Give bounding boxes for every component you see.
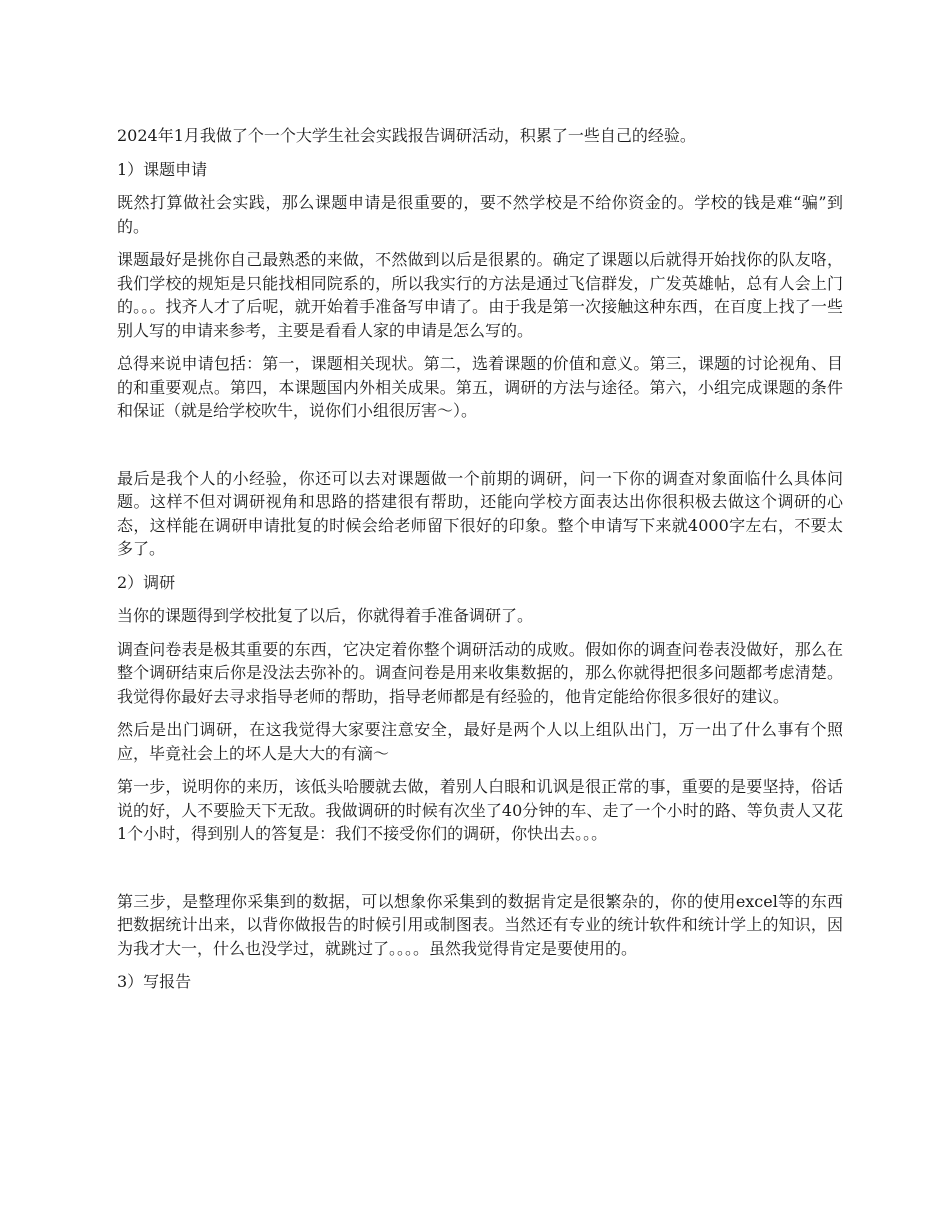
paragraph: 总得来说申请包括：第一，课题相关现状。第二，选着课题的价值和意义。第三，课题的讨论视角、目的和重要观点。第四，本课题国内外相关成果。第五，调研的方法与途径。第六，小组完成课题的条件和保证（就是给学校吹牛，说你们小组很厉害～）。 bbox=[117, 354, 843, 420]
paragraph: 第三步，是整理你采集到的数据，可以想象你采集到的数据肯定是很繁杂的，你的使用excel等的东西把数据统计出来，以背你做报告的时候引用或制图表。当然还有专业的统计软件和统计学上的知识，因为我才大一，什么也没学过，就跳过了。。。。虽然我觉得肯定是要使用的。 bbox=[117, 891, 843, 958]
document-page bbox=[117, 124, 843, 1004]
spacer bbox=[117, 433, 843, 467]
spacer bbox=[117, 856, 843, 890]
section-heading-application: 1）课题申请 bbox=[117, 159, 208, 179]
paragraph: 第一步，说明你的来历，该低头哈腰就去做，着别人白眼和讥讽是很正常的事，重要的是要坚持，俗话说的好，人不要脸天下无敌。我做调研的时候有次坐了40分钟的车、走了一个小时的路、等负责人又花1个小时，得到别人的答复是：我们不接受你们的调研，你快出去。。。 bbox=[117, 777, 843, 843]
paragraph: 当你的课题得到学校批复了以后，你就得着手准备调研了。 bbox=[117, 606, 534, 625]
section-heading-research: 2）调研 bbox=[117, 572, 176, 592]
paragraph: 最后是我个人的小经验，你还可以去对课题做一个前期的调研，问一下你的调查对象面临什么具体问题。这样不但对调研视角和思路的搭建很有帮助，还能向学校方面表达出你很积极去做这个调研的心态，这样能在调研申请批复的时候会给老师留下很好的印象。整个申请写下来就4000字左右，不要太多了。 bbox=[117, 468, 843, 558]
intro-paragraph: 2024年1月我做了个一个大学生社会实践报告调研活动，积累了一些自己的经验。 bbox=[117, 126, 696, 145]
paragraph: 课题最好是挑你自己最熟悉的来做，不然做到以后是很累的。确定了课题以后就得开始找你的队友咯，我们学校的规矩是只能找相同院系的，所以我实行的方法是通过飞信群发，广发英雄帖，总有人会上门的。。。找齐人才了后呢，就开始着手准备写申请了。由于我是第一次接触这种东西，在百度上找了一些别人写的申请来参考，主要是看看人家的申请是怎么写的。 bbox=[117, 250, 843, 340]
paragraph: 既然打算做社会实践，那么课题申请是很重要的，要不然学校是不给你资金的。学校的钱是难“骗”到的。 bbox=[117, 193, 843, 236]
section-heading-report: 3）写报告 bbox=[117, 972, 192, 991]
paragraph: 调查问卷表是极其重要的东西，它决定着你整个调研活动的成败。假如你的调查问卷表没做好，那么在整个调研结束后你是没法去弥补的。调查问卷是用来收集数据的，那么你就得把很多问题都考虑清楚。我觉得你最好去寻求指导老师的帮助，指导老师都是有经验的，他肯定能给你很多很好的建议。 bbox=[117, 639, 843, 706]
paragraph: 然后是出门调研，在这我觉得大家要注意安全，最好是两个人以上组队出门，万一出了什么事有个照应，毕竟社会上的坏人是大大的有滴～ bbox=[117, 720, 843, 763]
